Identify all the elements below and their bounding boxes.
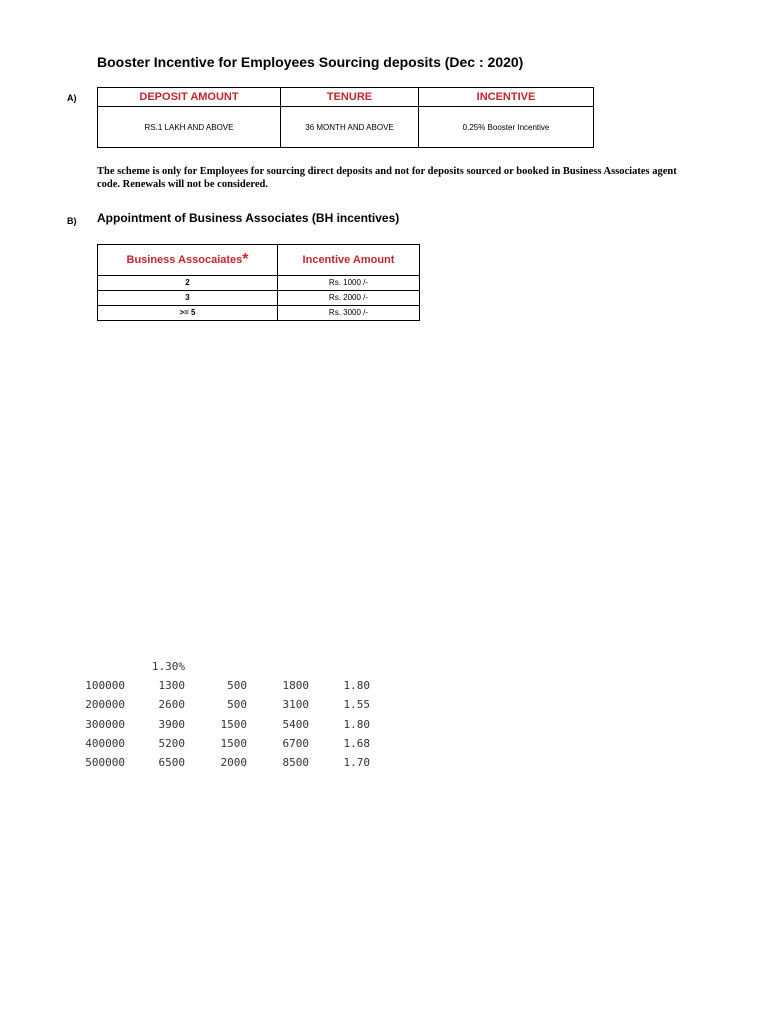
grid-cell: 500: [227, 698, 247, 712]
grid-cell: 1.70: [343, 755, 370, 769]
grid-cell: 500: [227, 679, 247, 693]
table-row: [98, 291, 420, 306]
header-business-associates-label: Business Assocaiates: [126, 254, 243, 266]
table-header-row: [98, 245, 420, 276]
grid-cell: 6700: [282, 736, 309, 750]
grid-cell: 1300: [158, 679, 185, 693]
cell-incentive-amount: Rs. 1000 /-: [278, 276, 420, 291]
grid-cell: 2000: [220, 755, 247, 769]
grid-cell: 300000: [85, 717, 125, 731]
business-associates-table: [97, 244, 420, 321]
header-incentive-amount: Incentive Amount: [278, 245, 420, 276]
cell-deposit-amount: RS.1 LAKH AND ABOVE: [98, 107, 281, 148]
grid-cell: 2600: [158, 698, 185, 712]
table-row: [98, 107, 594, 148]
grid-cell: 8500: [282, 755, 309, 769]
cell-incentive-amount: Rs. 2000 /-: [278, 291, 420, 306]
header-business-associates: [98, 245, 278, 276]
grid-cell: 400000: [85, 736, 125, 750]
cell-incentive-amount: Rs. 3000 /-: [278, 306, 420, 321]
grid-cell: 1.80: [343, 717, 370, 731]
grid-cell: 5400: [282, 717, 309, 731]
grid-cell: 200000: [85, 698, 125, 712]
table-row: [98, 306, 420, 321]
grid-cell: 100000: [85, 679, 125, 693]
scheme-note: The scheme is only for Employees for sourcing direct deposits and not for deposits sourced or booked in Business Associates agent code. Renewals will not be considered.: [97, 166, 677, 190]
table-row: [98, 276, 420, 291]
grid-cell: 1.68: [343, 736, 370, 750]
cell-tenure: 36 MONTH AND ABOVE: [281, 107, 419, 148]
table-header-row: [98, 88, 594, 107]
grid-cell: 500000: [85, 755, 125, 769]
grid-cell: 3100: [282, 698, 309, 712]
section-b-title: Appointment of Business Associates (BH incentives): [97, 211, 400, 225]
section-a-label: A): [67, 93, 77, 103]
cell-incentive: 0.25% Booster Incentive: [419, 107, 594, 148]
asterisk-mark: *: [242, 251, 249, 268]
grid-cell: 1500: [220, 717, 247, 731]
grid-cell: 1.55: [343, 698, 370, 712]
grid-cell: 3900: [158, 717, 185, 731]
cell-associates-count: >= 5: [98, 306, 278, 321]
section-b-label: B): [67, 216, 77, 226]
header-incentive: INCENTIVE: [419, 88, 594, 107]
grid-cell: 6500: [158, 755, 185, 769]
grid-cell: 1800: [282, 679, 309, 693]
header-tenure: TENURE: [281, 88, 419, 107]
cell-associates-count: 2: [98, 276, 278, 291]
header-deposit-amount: DEPOSIT AMOUNT: [98, 88, 281, 107]
document-title: Booster Incentive for Employees Sourcing deposits (Dec : 2020): [97, 54, 524, 70]
grid-cell: 1500: [220, 736, 247, 750]
grid-cell: 5200: [158, 736, 185, 750]
cell-associates-count: 3: [98, 291, 278, 306]
rate-value: 1.30%: [151, 660, 185, 673]
grid-cell: 1.80: [343, 679, 370, 693]
deposit-incentive-table: [97, 87, 594, 148]
